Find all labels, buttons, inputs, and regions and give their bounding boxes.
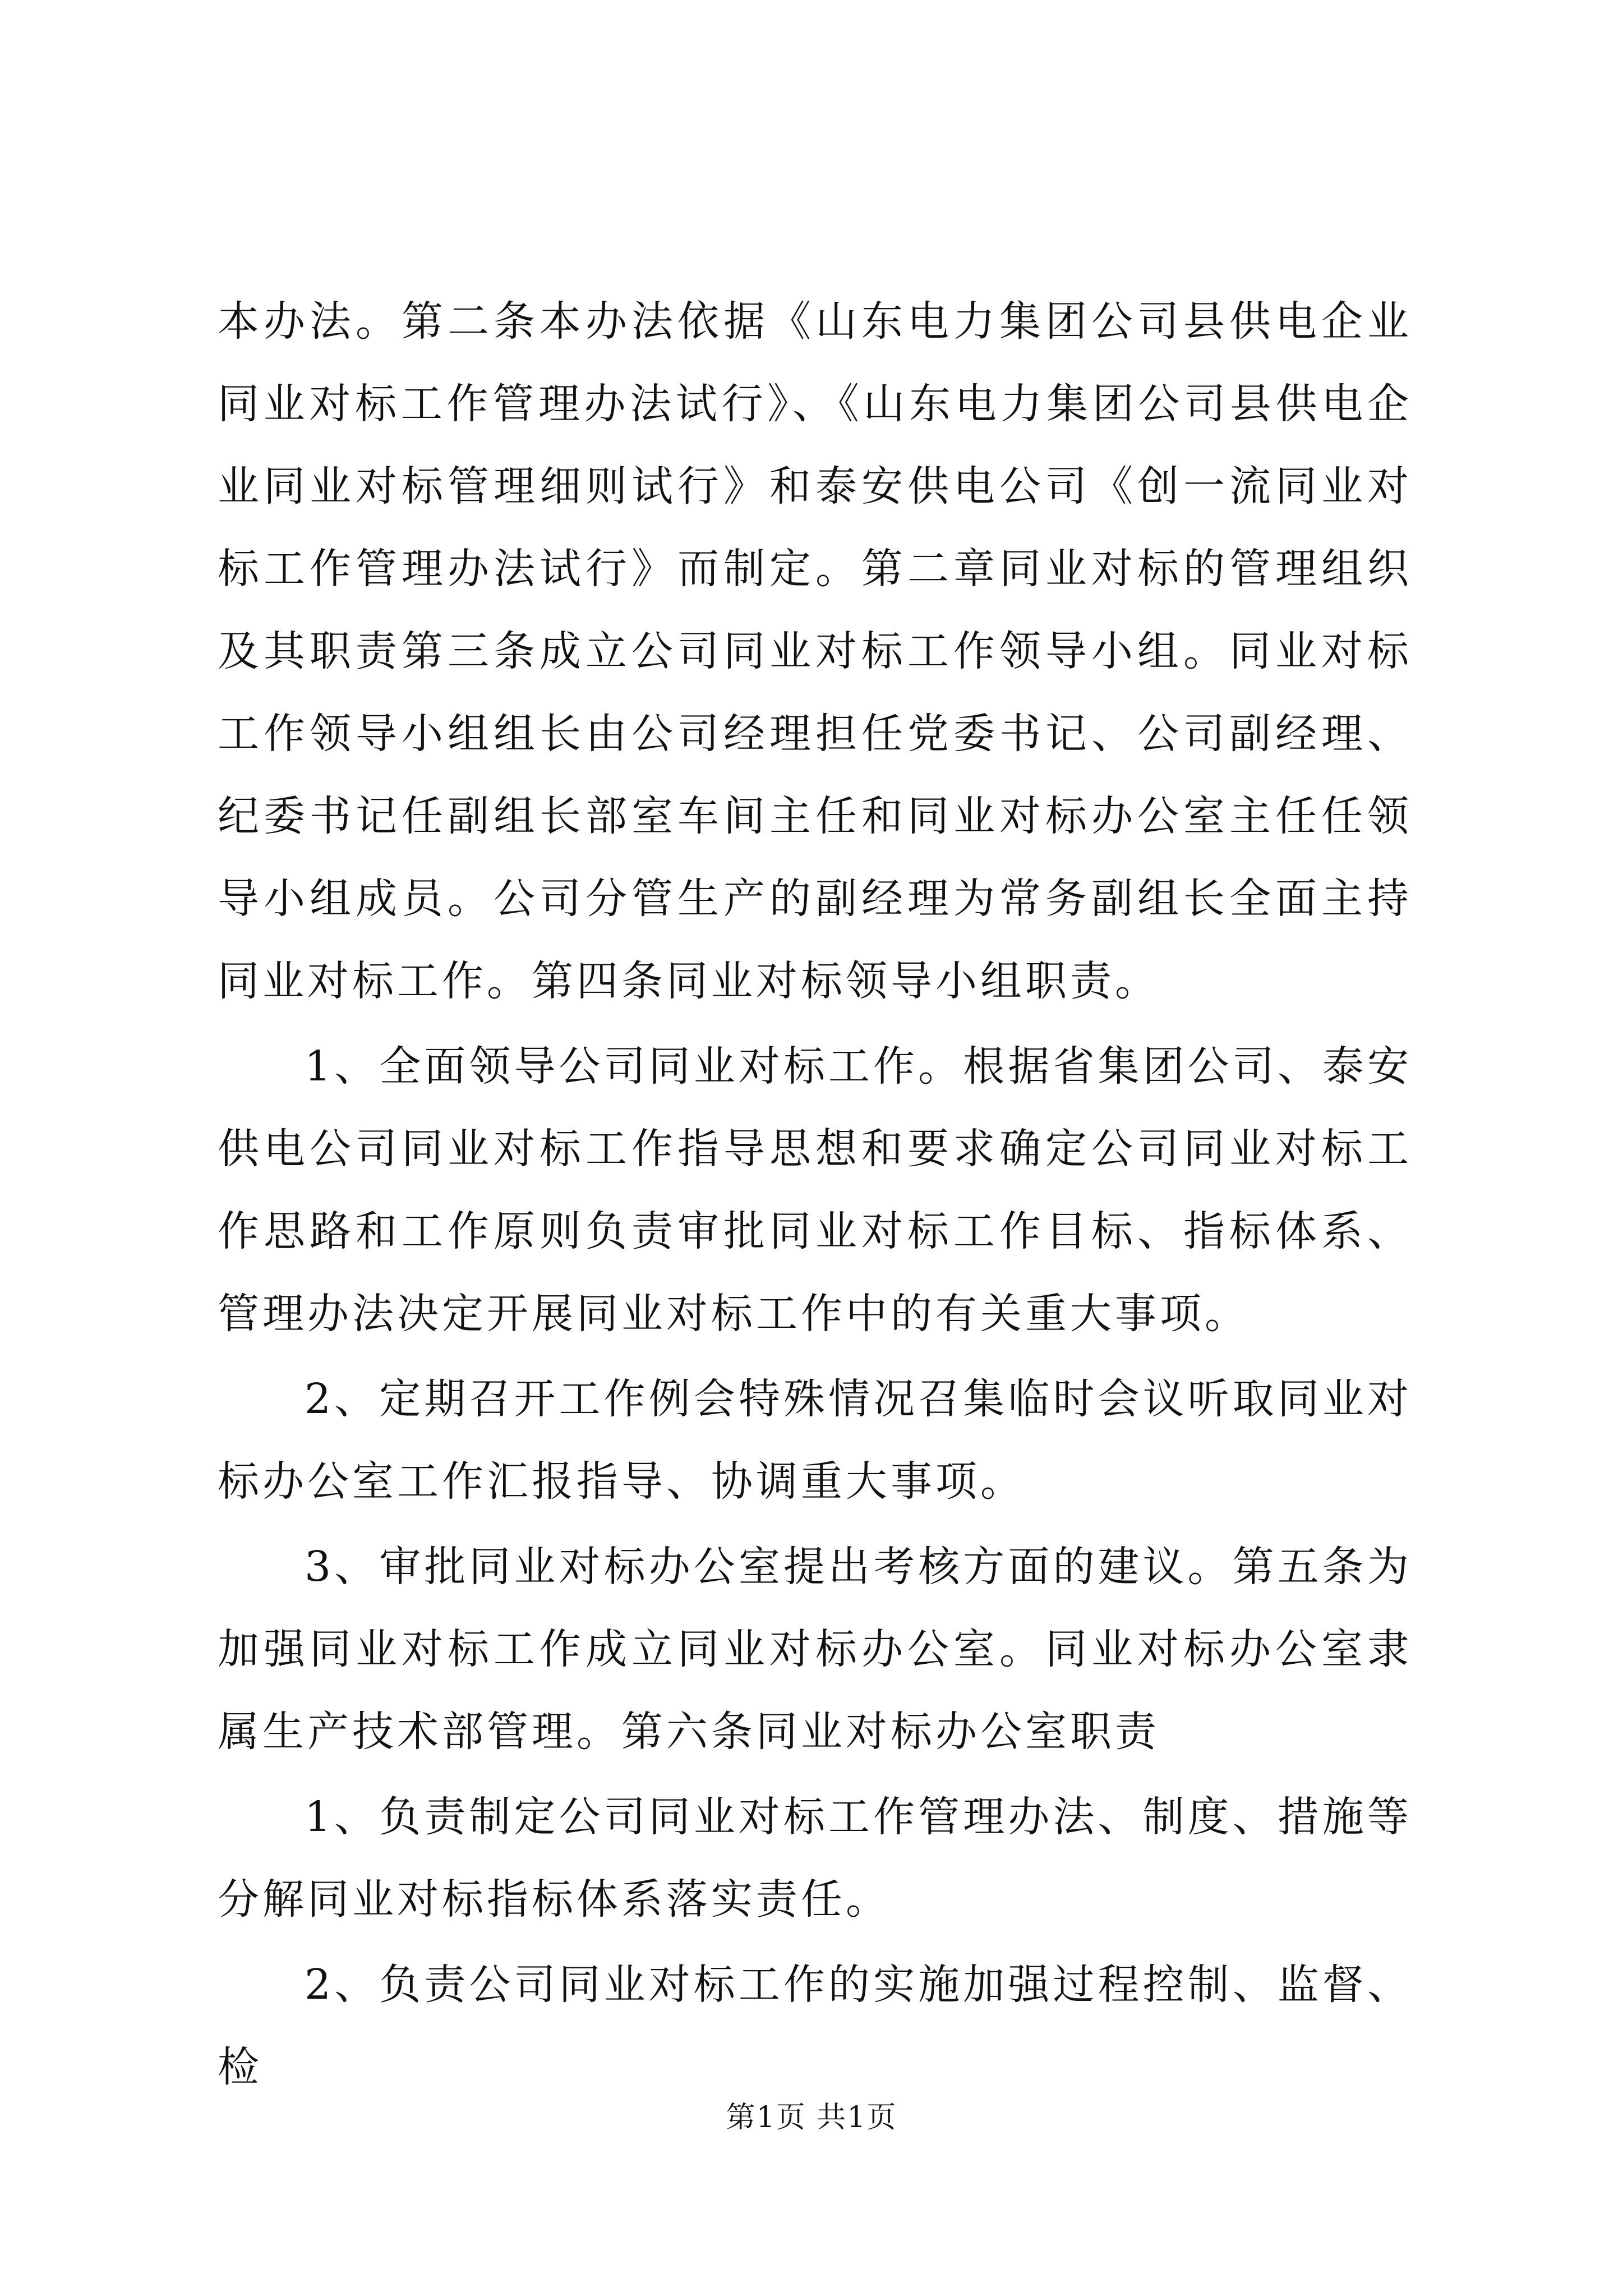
paragraph-5: 1、负责制定公司同业对标工作管理办法、制度、措施等分解同业对标指标体系落实责任。 bbox=[218, 1793, 1412, 1924]
paragraph-2: 1、全面领导公司同业对标工作。根据省集团公司、泰安供电公司同业对标工作指导思想和要求确定公司同业对标工作思路和工作原则负责审批同业对标工作目标、指标体系、管理办法决定开展同业对标工作中的有关重大事项。 bbox=[218, 1042, 1412, 1338]
paragraph-3: 2、定期召开工作例会特殊情况召集临时会议听取同业对标办公室工作汇报指导、协调重大事项。 bbox=[218, 1375, 1412, 1506]
paragraph-6: 2、负责公司同业对标工作的实施加强过程控制、监督、检 bbox=[218, 1961, 1412, 2091]
page-footer: 第1页 共1页 bbox=[726, 2101, 897, 2134]
document-body bbox=[218, 280, 1412, 2109]
paragraph-1: 本办法。第二条本办法依据《山东电力集团公司县供电企业同业对标工作管理办法试行》、《山东电力集团公司县供电企业同业对标管理细则试行》和泰安供电公司《创一流同业对标工作管理办法试行》而制定。第二章同业对标的管理组织及其职责第三条成立公司同业对标工作领导小组。同业对标工作领导小组组长由公司经理担任党委书记、公司副经理、纪委书记任副组长部室车间主任和同业对标办公室主任任领导小组成员。公司分管生产的副经理为常务副组长全面主持同业对标工作。第四条同业对标领导小组职责。 bbox=[218, 297, 1412, 1005]
paragraph-4: 3、审批同业对标办公室提出考核方面的建议。第五条为加强同业对标工作成立同业对标办公室。同业对标办公室隶属生产技术部管理。第六条同业对标办公室职责 bbox=[218, 1543, 1412, 1756]
